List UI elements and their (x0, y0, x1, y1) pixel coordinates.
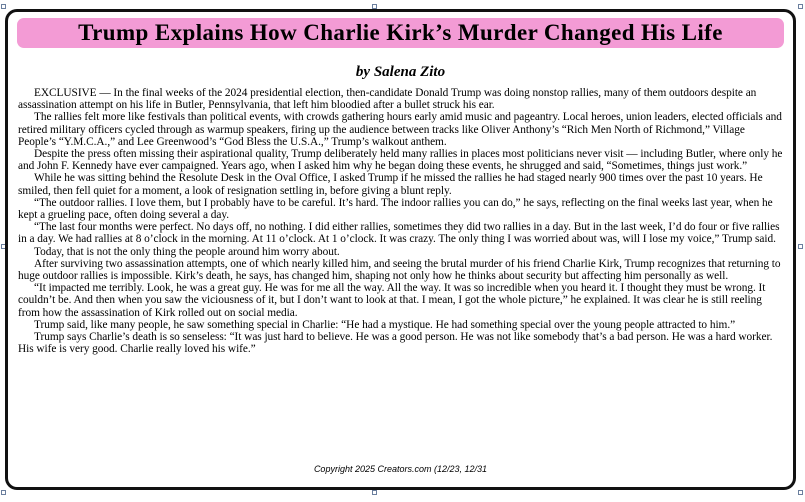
copyright-notice: Copyright 2025 Creators.com (12/23, 12/31 (313, 464, 488, 474)
resize-handle-bottom-right[interactable] (798, 490, 803, 495)
paragraph-3: Despite the press often missing their aspirational quality, Trump deliberately held many rallies in places most politicians never visit — including Butler, where only he and John F. Kennedy have ever campaigned. Years ago, when I asked him why he began doing these events, he shrugged and said, “Sometimes, things just work.” (18, 148, 783, 173)
paragraph-1: EXCLUSIVE — In the final weeks of the 2024 presidential election, then-candidate Donald Trump was doing nonstop rallies, many of them outdoors despite an assassination attempt on his life in Butler, Pennsylvania, that left him bloodied after a bullet struck his ear. (18, 87, 757, 112)
resize-handle-top-left[interactable] (1, 4, 6, 9)
paragraph-5: “The outdoor rallies. I love them, but I probably have to be careful. It’s hard. The indoor rallies you can do,” he says, reflecting on the final weeks last year, when he kept a grueling pace, often doing several a day. (18, 196, 773, 222)
article-title: Trump Explains How Charlie Kirk’s Murder Changed His Life (78, 20, 723, 45)
paragraph-11: Trump says Charlie’s death is so senseless: “It was just hard to believe. He was a good person. He was not like somebody that’s a bad person. He was a hard worker. His wife is very good. Charlie really loved his wife.” (18, 331, 773, 356)
title-banner (17, 18, 784, 48)
resize-handle-bottom-left[interactable] (1, 490, 6, 495)
paragraph-2: The rallies felt more like festivals than political events, with crowds gathering hours early amid music and pageantry. Local heroes, union leaders, elected officials and retired military officers cycled through as warmup speakers, firing up the audience between tracks like Oliver Anthony’s “Rich Men North of Richmond,” Village People’s “Y.M.C.A.,” and Lee Greenwood’s “God Bless the U.S.A.,” Trump’s walkout anthem. (18, 111, 782, 148)
paragraph-4: While he was sitting behind the Resolute Desk in the Oval Office, I asked Trump if he missed the rallies he had staged nearly 900 times over the past 10 years. He smiled, then fell quiet for a moment, a look of resignation settling in, before giving a blunt reply. (18, 172, 763, 197)
article-body (18, 87, 785, 355)
paragraph-6: “The last four months were perfect. No days off, no nothing. I did either rallies, sometimes they did two rallies in a day. But in the last week, I’d do four or five rallies in a day. We had rallies at 8 o’clock in the morning. At 11 o’clock. At 1 o’clock. It was crazy. The only thing I was worried about was, will I lose my voice,” Trump said. (18, 221, 780, 246)
paragraph-9: “It impacted me terribly. Look, he was a great guy. He was for me all the way. All the way. It was so incredible when you heard it. I thought they must be wrong. It couldn’t be. And then when you saw the viciousness of it, but I don’t want to look at that. I mean, I got the whole picture,” he explained. It was clear he is still reeling from how the assassination of Kirk rolled out on social media. (18, 282, 766, 319)
article-byline: by Salena Zito (355, 64, 446, 80)
resize-handle-top-right[interactable] (798, 4, 803, 9)
paragraph-10: Trump said, like many people, he saw something special in Charlie: “He had a mystique. He had something special over the young people attracted to him.” (34, 318, 736, 331)
paragraph-8: After surviving two assassination attempts, one of which nearly killed him, and seeing the brutal murder of his friend Charlie Kirk, Trump recognizes that returning to huge outdoor rallies is impossible. Kirk’s death, he says, has changed him, shaping not only how he thinks about security but affecting him personally as well. (18, 257, 781, 283)
paragraph-7: Today, that is not the only thing the people around him worry about. (34, 245, 340, 258)
resize-handle-bottom-center[interactable] (372, 490, 377, 495)
resize-handle-middle-right[interactable] (798, 244, 803, 249)
article-frame[interactable] (5, 9, 796, 490)
